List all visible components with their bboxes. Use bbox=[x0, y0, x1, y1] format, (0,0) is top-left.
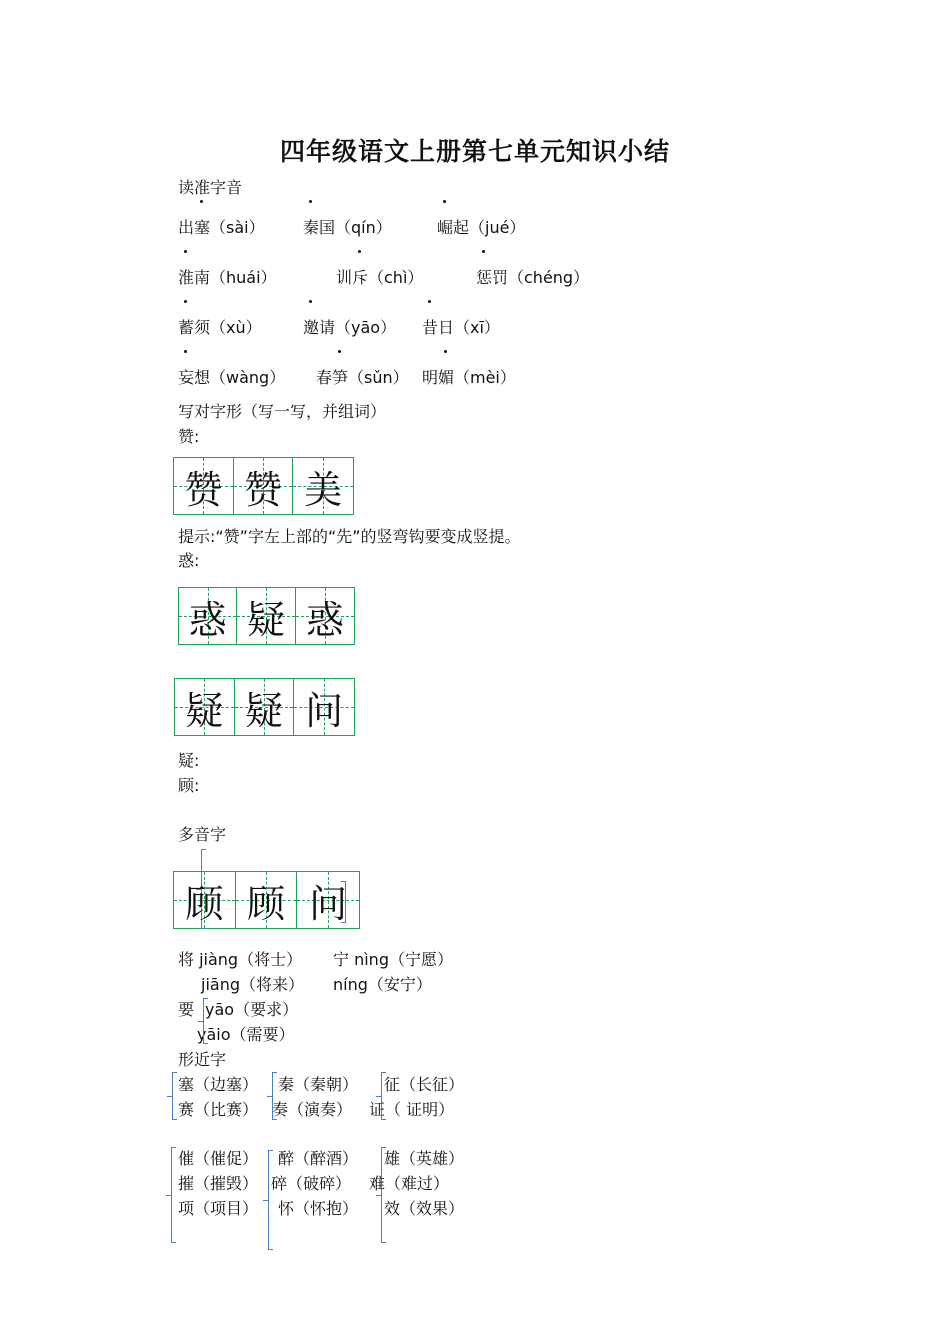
similar-item: 催（催促） bbox=[178, 1149, 259, 1168]
yi-label: 疑: bbox=[178, 751, 200, 770]
poly-yao-char: 要 bbox=[178, 1000, 195, 1019]
emphasis-dot bbox=[444, 350, 447, 353]
hint-text: 提示:“赞”字左上部的“先”的竖弯钩要变成竖提。 bbox=[178, 527, 521, 546]
poly-jiang-1: 将 jiàng（将士） bbox=[178, 950, 303, 969]
pinyin-item: 崛起（jué） bbox=[437, 218, 525, 238]
grid-cell: 惑 bbox=[179, 588, 237, 644]
page-title: 四年级语文上册第七单元知识小结 bbox=[279, 137, 670, 166]
similar-item: 奏（演奏） bbox=[272, 1100, 353, 1119]
emphasis-dot bbox=[443, 200, 446, 203]
similar-item: 碎（破碎） bbox=[271, 1174, 352, 1193]
grid-cell: 顾 bbox=[236, 872, 298, 928]
pinyin-item: 出塞（sài） bbox=[178, 218, 265, 238]
similar-item: 摧（摧毁） bbox=[178, 1174, 259, 1193]
similar-item: 难（难过） bbox=[369, 1174, 450, 1193]
similar-item: 效（效果） bbox=[384, 1199, 465, 1218]
grid-cell: 疑 bbox=[235, 679, 295, 735]
similar-item: 征（长征） bbox=[384, 1075, 465, 1094]
bracket-mark bbox=[268, 1150, 273, 1250]
grid-cell: 顾 bbox=[174, 872, 236, 928]
section-write-heading: 写对字形（写一写，并组词） bbox=[178, 402, 387, 421]
pinyin-item: 淮南（huái） bbox=[178, 268, 277, 288]
emphasis-dot bbox=[482, 250, 485, 253]
grid-cell: 疑 bbox=[237, 588, 295, 644]
grid-cell: 美 bbox=[293, 458, 353, 514]
similar-item: 项（项目） bbox=[178, 1199, 259, 1218]
similar-item: 塞（边塞） bbox=[178, 1075, 259, 1094]
similar-item: 雄（英雄） bbox=[384, 1149, 465, 1168]
emphasis-dot bbox=[428, 300, 431, 303]
grid-cell: 惑 bbox=[296, 588, 354, 644]
emphasis-dot bbox=[184, 250, 187, 253]
pinyin-item: 妄想（wàng） bbox=[178, 368, 285, 388]
similar-item: 怀（怀抱） bbox=[278, 1199, 359, 1218]
practice-grid-zan bbox=[173, 457, 354, 515]
pinyin-item: 惩罚（chéng） bbox=[476, 268, 589, 288]
emphasis-dot bbox=[358, 250, 361, 253]
section-poly-heading: 多音字 bbox=[178, 825, 227, 844]
gu-label: 顾: bbox=[178, 776, 200, 795]
pinyin-item: 秦国（qín） bbox=[303, 218, 392, 238]
grid-cell: 问 bbox=[294, 679, 354, 735]
poly-yao-1: yāo（要求） bbox=[205, 1000, 299, 1019]
similar-item: 证（ 证明） bbox=[369, 1100, 455, 1119]
practice-grid-yi bbox=[174, 678, 355, 736]
emphasis-dot bbox=[200, 200, 203, 203]
pinyin-item: 蓄须（xù） bbox=[178, 318, 262, 338]
section-read-heading: 读准字音 bbox=[178, 178, 243, 197]
pinyin-item: 昔日（xī） bbox=[422, 318, 500, 338]
poly-ning-1: 宁 nìng（宁愿） bbox=[333, 950, 453, 969]
grid-cell: 疑 bbox=[175, 679, 235, 735]
poly-jiang-2: jiāng（将来） bbox=[201, 975, 304, 994]
bracket-mark bbox=[171, 1147, 176, 1243]
pinyin-item: 明媚（mèi） bbox=[422, 368, 516, 388]
grid-cell: 问 bbox=[297, 872, 359, 928]
grid-cell: 赞 bbox=[234, 458, 294, 514]
similar-item: 赛（比赛） bbox=[178, 1100, 259, 1119]
similar-item: 醉（醉酒） bbox=[278, 1149, 359, 1168]
emphasis-dot bbox=[309, 300, 312, 303]
zan-label: 赞: bbox=[178, 427, 200, 446]
emphasis-dot bbox=[184, 300, 187, 303]
pinyin-item: 训斥（chì） bbox=[336, 268, 423, 288]
huo-label: 惑: bbox=[178, 551, 200, 570]
similar-item: 秦（秦朝） bbox=[278, 1075, 359, 1094]
bracket-mark bbox=[172, 1072, 177, 1120]
practice-grid-gu bbox=[173, 871, 360, 929]
emphasis-dot bbox=[338, 350, 341, 353]
pinyin-item: 春笋（sǔn） bbox=[316, 368, 409, 388]
bracket-mark bbox=[203, 998, 208, 1044]
poly-ning-2: níng（安宁） bbox=[333, 975, 432, 994]
poly-yao-2: yāio（需要） bbox=[197, 1025, 295, 1044]
emphasis-dot bbox=[309, 200, 312, 203]
section-similar-heading: 形近字 bbox=[178, 1050, 227, 1069]
emphasis-dot bbox=[184, 350, 187, 353]
practice-grid-huo bbox=[178, 587, 355, 645]
pinyin-item: 邀请（yāo） bbox=[303, 318, 396, 338]
grid-cell: 赞 bbox=[174, 458, 234, 514]
